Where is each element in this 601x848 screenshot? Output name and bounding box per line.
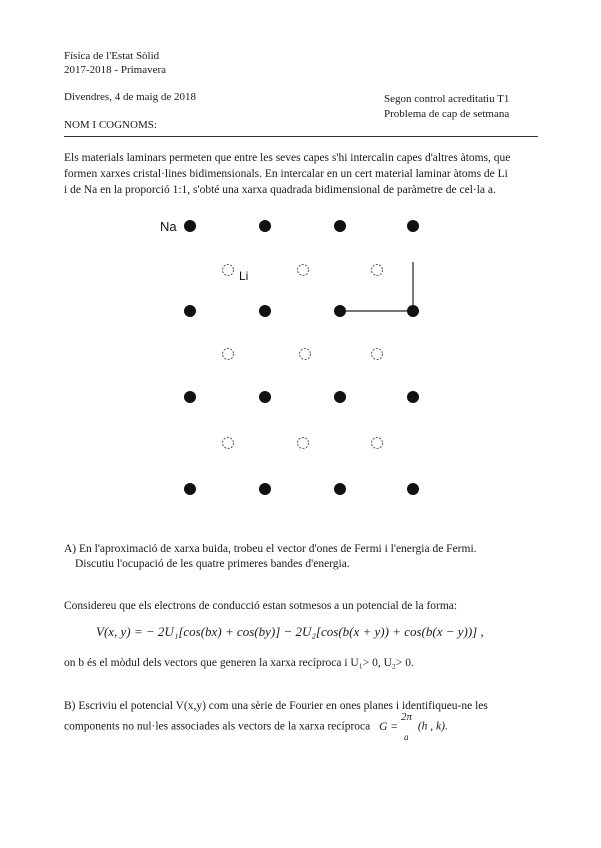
na-atom [334,305,346,317]
na-atom [184,483,196,495]
hk-indices: (h , k). [417,720,448,733]
fraction-denominator: a [403,732,409,742]
li-atom [298,438,309,449]
li-atom [372,265,383,276]
na-label: Na [160,219,177,234]
part-b-line-1: B) Escriviu el potencial V(x,y) com una sèrie de Fourier en ones planes i identifiqueu-ne les [64,700,488,712]
li-atoms [223,265,383,449]
intro-line-1: Els materials laminars permeten que entre les seves capes s'hi intercalin capes d'altres àtoms, que [64,152,511,164]
li-atom [372,438,383,449]
two-pi-over-a [400,711,415,742]
li-label: Li [239,269,249,283]
potential-formula: V(x, y) = − 2U₁[cos(bx) + cos(by)] − 2U₂[cos(b(x + y)) + cos(b(x − y))] , [96,624,484,639]
exam-date: Divendres, 4 de maig de 2018 [64,91,196,103]
exam-subtitle: Problema de cap de setmana [384,108,510,120]
na-atom [184,391,196,403]
na-atom [407,305,419,317]
name-label: NOM I COGNOMS: [64,119,157,131]
part-a-line-1: A) En l'aproximació de xarxa buida, trobeu el vector d'ones de Fermi i l'energia de Fermi. [64,543,477,555]
li-atom [372,349,383,360]
course-title: Física de l'Estat Sòlid [64,50,160,62]
na-atom [259,391,271,403]
na-atom [407,220,419,232]
potential-intro: Considereu que els electrons de conducció estan sotmesos a un potencial de la forma: [64,600,458,612]
na-atom [259,483,271,495]
exam-title: Segon control acreditatiu T1 [384,93,510,105]
li-atom [298,265,309,276]
li-atom [223,438,234,449]
na-atoms [184,220,419,495]
formula-note: on b és el mòdul dels vectors que generen la xarxa recíproca i U₁> 0, U₂> 0. [64,657,414,669]
na-atom [334,220,346,232]
na-atom [407,483,419,495]
na-atom [184,220,196,232]
na-atom [407,391,419,403]
na-atom [259,220,271,232]
part-a-line-2: Discutiu l'ocupació de les quatre primeres bandes d'energia. [75,558,350,570]
na-atom [334,391,346,403]
intro-line-2: formen xarxes cristal·lines bidimensionals. En intercalar en un cert material laminar àtoms de Li [64,168,508,180]
li-atom [300,349,311,360]
na-atom [334,483,346,495]
academic-year: 2017-2018 - Primavera [64,64,167,76]
part-b-line-2-text: components no nul·les associades als vectors de la xarxa recíproca [64,720,371,733]
na-atom [259,305,271,317]
intro-line-3: i de Na en la proporció 1:1, s'obté una xarxa quadrada bidimensional de paràmetre de cel·la a. [64,184,496,196]
na-atom [184,305,196,317]
li-atom [223,265,234,276]
g-label: G = [379,720,399,733]
li-atom [223,349,234,360]
two-pi: 2π [400,711,412,723]
part-b-line-2 [64,711,448,742]
